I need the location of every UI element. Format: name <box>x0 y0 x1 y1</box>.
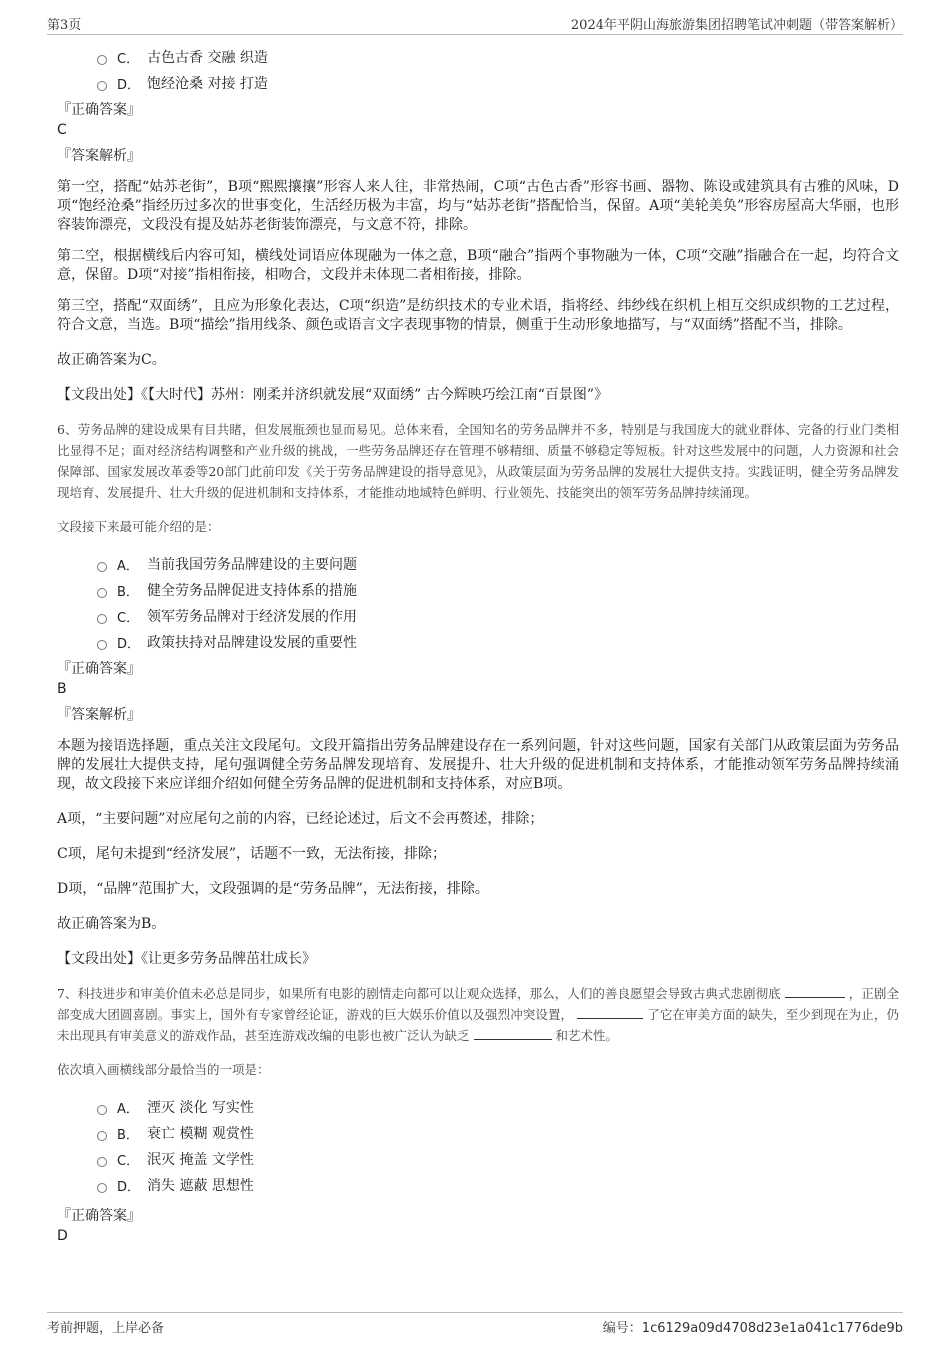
radio-icon[interactable] <box>97 1131 107 1141</box>
footer-code-label: 编号： <box>602 1321 642 1336</box>
q6-answer: B <box>57 681 67 697</box>
q6-stem: 6、劳务品牌的建设成果有目共睹，但发展瓶颈也显而易见。总体来看，全国知名的劳务品牌并不多，特别是与我国庞大的就业群体、完备的行业门类相比显得不足；面对经济结构调整和产业升级的挑战，一些劳务品牌还存在管理不够精细、质量不够稳定等短板。针对这些发展中的问题，人力资源和社会保障部、国家发展改革委等20部门此前印发《关于劳务品牌建设的指导意见》，从政策层面为劳务品牌的发展壮大提供支持。实践证明，健全劳务品牌发现培育、发展提升、壮大升级的促进机制和支持体系，才能推动地域特色鲜明、行业领先、技能突出的领军劳务品牌持续涌现。 <box>57 422 899 500</box>
q7-stem-part2: ，正剧全部变成大团圆喜剧。事实上，国外有专家曾经论证，游戏的巨大娱乐价值以及强烈冲突设置， <box>57 986 899 1022</box>
q7-option-a[interactable] <box>57 1094 899 1120</box>
radio-icon[interactable] <box>97 640 107 650</box>
q5-options <box>57 44 899 96</box>
document-body <box>57 44 899 1246</box>
page-number: 第3页 <box>47 18 82 33</box>
radio-icon[interactable] <box>97 588 107 598</box>
option-letter: D． <box>117 636 141 652</box>
option-letter: C． <box>117 610 140 626</box>
q6-options <box>57 551 899 655</box>
option-text: 湮灭 淡化 写实性 <box>147 1100 254 1116</box>
option-text: 古色古香 交融 织造 <box>147 50 268 66</box>
q7-prompt: 依次填入画横线部分最恰当的一项是： <box>57 1062 270 1077</box>
q5-option-d[interactable] <box>57 70 899 96</box>
option-text: 领军劳务品牌对于经济发展的作用 <box>147 609 357 625</box>
option-text: 衰亡 模糊 观赏性 <box>147 1126 254 1142</box>
q6-source: 【文段出处】《让更多劳务品牌茁壮成长》 <box>57 951 316 967</box>
q6-option-a[interactable] <box>57 551 899 577</box>
blank-3 <box>474 1027 552 1040</box>
q7-stem-part3: 了它在审美方面的缺失，至少到现在为止，仍未出现具有审美意义的游戏作品，甚至连游戏改编的电影也被广泛认为缺乏 <box>57 1007 899 1043</box>
q6-analysis-tag: 『答案解析』 <box>57 707 141 723</box>
q5-analysis-p2: 第二空，根据横线后内容可知，横线处词语应体现融为一体之意，B项“融合”指两个事物融为一体，C项“交融”指融合在一起，均符合文意，保留。D项“对接”指相衔接，相吻合，文段并未体现二者相衔接，排除。 <box>57 248 899 283</box>
q6-option-c[interactable] <box>57 603 899 629</box>
q6-analysis-p2: A项，“主要问题”对应尾句之前的内容，已经论述过，后文不会再赘述，排除； <box>57 811 544 827</box>
q5-answer-tag: 『正确答案』 <box>57 102 141 118</box>
radio-icon[interactable] <box>97 562 107 572</box>
q6-analysis-p1: 本题为接语选择题，重点关注文段尾句。文段开篇指出劳务品牌建设存在一系列问题，针对这些问题，国家有关部门从政策层面为劳务品牌的发展壮大提供支持，尾句强调健全劳务品牌发现培育、发展提升、壮大升级的促进机制和支持体系，才能推动领军劳务品牌持续涌现，故文段接下来应详细介绍如何健全劳务品牌的促进机制和支持体系，对应B项。 <box>57 738 899 792</box>
radio-icon[interactable] <box>97 1157 107 1167</box>
blank-1 <box>785 985 845 998</box>
q7-answer-tag: 『正确答案』 <box>57 1208 141 1224</box>
q7-option-c[interactable] <box>57 1146 899 1172</box>
q6-analysis-p4: D项，“品牌”范围扩大，文段强调的是“劳务品牌”，无法衔接，排除。 <box>57 881 489 897</box>
q6-option-d[interactable] <box>57 629 899 655</box>
option-text: 健全劳务品牌促进支持体系的措施 <box>147 583 357 599</box>
option-letter: A． <box>117 558 139 574</box>
option-text: 饱经沧桑 对接 打造 <box>147 76 268 92</box>
footer-slogan: 考前押题，上岸必备 <box>47 1321 165 1336</box>
option-letter: B． <box>117 584 139 600</box>
q6-analysis-conclusion: 故正确答案为B。 <box>57 916 166 932</box>
q5-answer: C <box>57 122 67 138</box>
document-title: 2024年平阴山海旅游集团招聘笔试冲刺题（带答案解析） <box>570 18 903 33</box>
option-text: 消失 遮蔽 思想性 <box>147 1178 254 1194</box>
option-text: 当前我国劳务品牌建设的主要问题 <box>147 557 357 573</box>
q5-source: 【文段出处】《【大时代】苏州：刚柔并济织就发展“双面绣” 古今辉映巧绘江南“百景图”》 <box>57 387 609 403</box>
footer-code <box>603 1317 903 1336</box>
q7-option-b[interactable] <box>57 1120 899 1146</box>
page-footer <box>47 1312 903 1337</box>
radio-icon[interactable] <box>97 81 107 91</box>
q5-analysis-tag: 『答案解析』 <box>57 148 141 164</box>
q6-option-b[interactable] <box>57 577 899 603</box>
q7-options <box>57 1094 899 1198</box>
q5-analysis-p1: 第一空，搭配“姑苏老街”，B项“熙熙攘攘”形容人来人往，非常热闹，C项“古色古香”形容书画、器物、陈设或建筑具有古雅的风味，D项“饱经沧桑”指经历过多次的世事变化，生活经历极为丰富，均与“姑苏老街”搭配恰当，保留。A项“美轮美奂”形容房屋高大华丽，也形容装饰漂亮，文段没有提及姑苏老街装饰漂亮，与文意不符，排除。 <box>57 179 899 233</box>
option-letter: A． <box>117 1101 139 1117</box>
radio-icon[interactable] <box>97 1183 107 1193</box>
q6-prompt: 文段接下来最可能介绍的是： <box>57 519 220 534</box>
footer-code-value: 1c6129a09d4708d23e1a041c1776de9b <box>641 1321 903 1336</box>
q7-stem <box>57 983 899 1046</box>
q5-analysis-conclusion: 故正确答案为C。 <box>57 352 166 368</box>
q7-stem-part4: 和艺术性。 <box>555 1028 618 1043</box>
q5-analysis-p3: 第三空，搭配“双面绣”，且应为形象化表达，C项“织造”是纺织技术的专业术语，指将经、纬纱线在织机上相互交织成织物的工艺过程，符合文意，当选。B项“描绘”指用线条、颜色或语言文字表现事物的情景，侧重于生动形象地描写，与“双面绣”搭配不当，排除。 <box>57 298 899 333</box>
q7-option-d[interactable] <box>57 1172 899 1198</box>
radio-icon[interactable] <box>97 614 107 624</box>
page-header <box>47 14 903 35</box>
option-text: 政策扶持对品牌建设发展的重要性 <box>147 635 357 651</box>
option-letter: D． <box>117 1179 141 1195</box>
option-letter: C． <box>117 1153 140 1169</box>
q6-answer-tag: 『正确答案』 <box>57 661 141 677</box>
q7-answer: D <box>57 1228 68 1244</box>
radio-icon[interactable] <box>97 55 107 65</box>
option-text: 泯灭 掩盖 文学性 <box>147 1152 254 1168</box>
q6-analysis-p3: C项，尾句未提到“经济发展”，话题不一致，无法衔接，排除； <box>57 846 447 862</box>
q5-option-c[interactable] <box>57 44 899 70</box>
option-letter: C． <box>117 51 140 67</box>
option-letter: D． <box>117 77 141 93</box>
q7-stem-part1: 7、科技进步和审美价值未必总是同步，如果所有电影的剧情走向都可以让观众选择，那么，人们的善良愿望会导致古典式悲剧彻底 <box>57 986 781 1001</box>
option-letter: B． <box>117 1127 139 1143</box>
blank-2 <box>577 1006 643 1019</box>
radio-icon[interactable] <box>97 1105 107 1115</box>
